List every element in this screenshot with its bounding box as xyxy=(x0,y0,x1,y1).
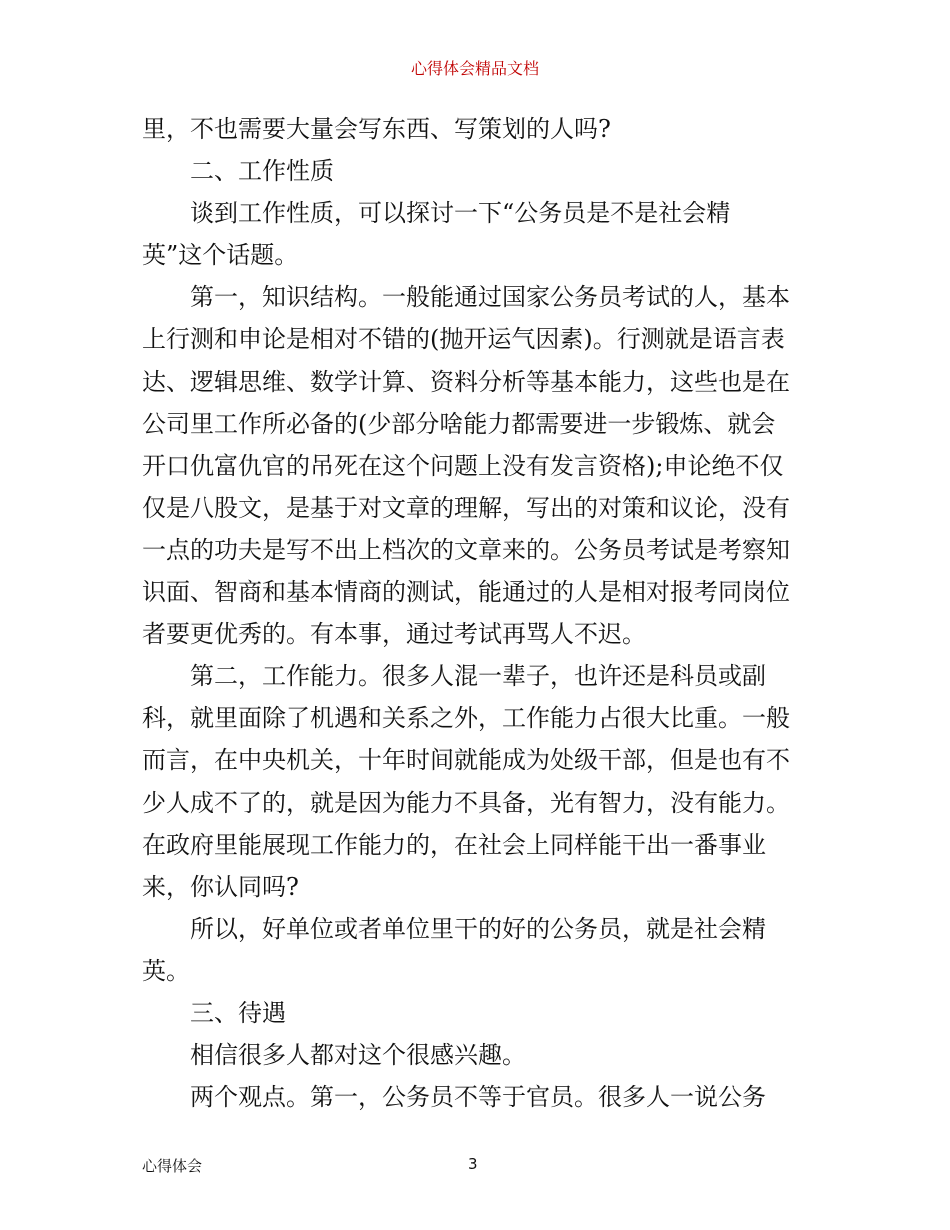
document-body xyxy=(142,108,812,1118)
body-line: 一点的功夫是写不出上档次的文章来的。公务员考试是考察知 xyxy=(142,535,790,564)
body-line: 英。 xyxy=(142,956,190,985)
body-line: 者要更优秀的。有本事，通过考试再骂人不迟。 xyxy=(142,620,646,649)
body-line: 所以，好单位或者单位里干的好的公务员，就是社会精 xyxy=(190,914,766,943)
body-line: 识面、智商和基本情商的测试，能通过的人是相对报考同岗位 xyxy=(142,578,790,607)
body-line: 两个观点。第一，公务员不等于官员。很多人一说公务 xyxy=(190,1083,766,1112)
body-line: 第二，工作能力。很多人混一辈子，也许还是科员或副 xyxy=(190,662,766,691)
body-line: 开口仇富仇官的吊死在这个问题上没有发言资格);申论绝不仅 xyxy=(142,451,784,480)
body-line: 公司里工作所必备的(少部分啥能力都需要进一步锻炼、就会 xyxy=(142,409,776,438)
page-number: 3 xyxy=(468,1155,478,1173)
body-line: 第一，知识结构。一般能通过国家公务员考试的人，基本 xyxy=(190,283,790,312)
body-line: 少人成不了的，就是因为能力不具备，光有智力，没有能力。 xyxy=(142,788,790,817)
body-line: 仅是八股文，是基于对文章的理解，写出的对策和议论，没有 xyxy=(142,493,790,522)
body-line: 来，你认同吗? xyxy=(142,872,299,901)
body-line: 科，就里面除了机遇和关系之外，工作能力占很大比重。一般 xyxy=(142,704,790,733)
body-line: 而言，在中央机关，十年时间就能成为处级干部，但是也有不 xyxy=(142,746,790,775)
page-header-title: 心得体会精品文档 xyxy=(410,59,539,78)
body-line: 相信很多人都对这个很感兴趣。 xyxy=(190,1041,526,1070)
body-line: 里，不也需要大量会写东西、写策划的人吗? xyxy=(142,115,611,143)
body-line: 英”这个话题。 xyxy=(142,241,299,270)
body-line: 上行测和申论是相对不错的(抛开运气因素)。行测就是语言表 xyxy=(142,325,785,354)
section-heading: 三、待遇 xyxy=(190,998,286,1027)
body-line: 达、逻辑思维、数学计算、资料分析等基本能力，这些也是在 xyxy=(142,367,790,396)
footer-label: 心得体会 xyxy=(142,1157,203,1175)
body-line: 在政府里能展现工作能力的，在社会上同样能干出一番事业 xyxy=(142,830,766,859)
section-heading: 二、工作性质 xyxy=(190,157,334,186)
body-line: 谈到工作性质，可以探讨一下“公务员是不是社会精 xyxy=(190,199,731,228)
